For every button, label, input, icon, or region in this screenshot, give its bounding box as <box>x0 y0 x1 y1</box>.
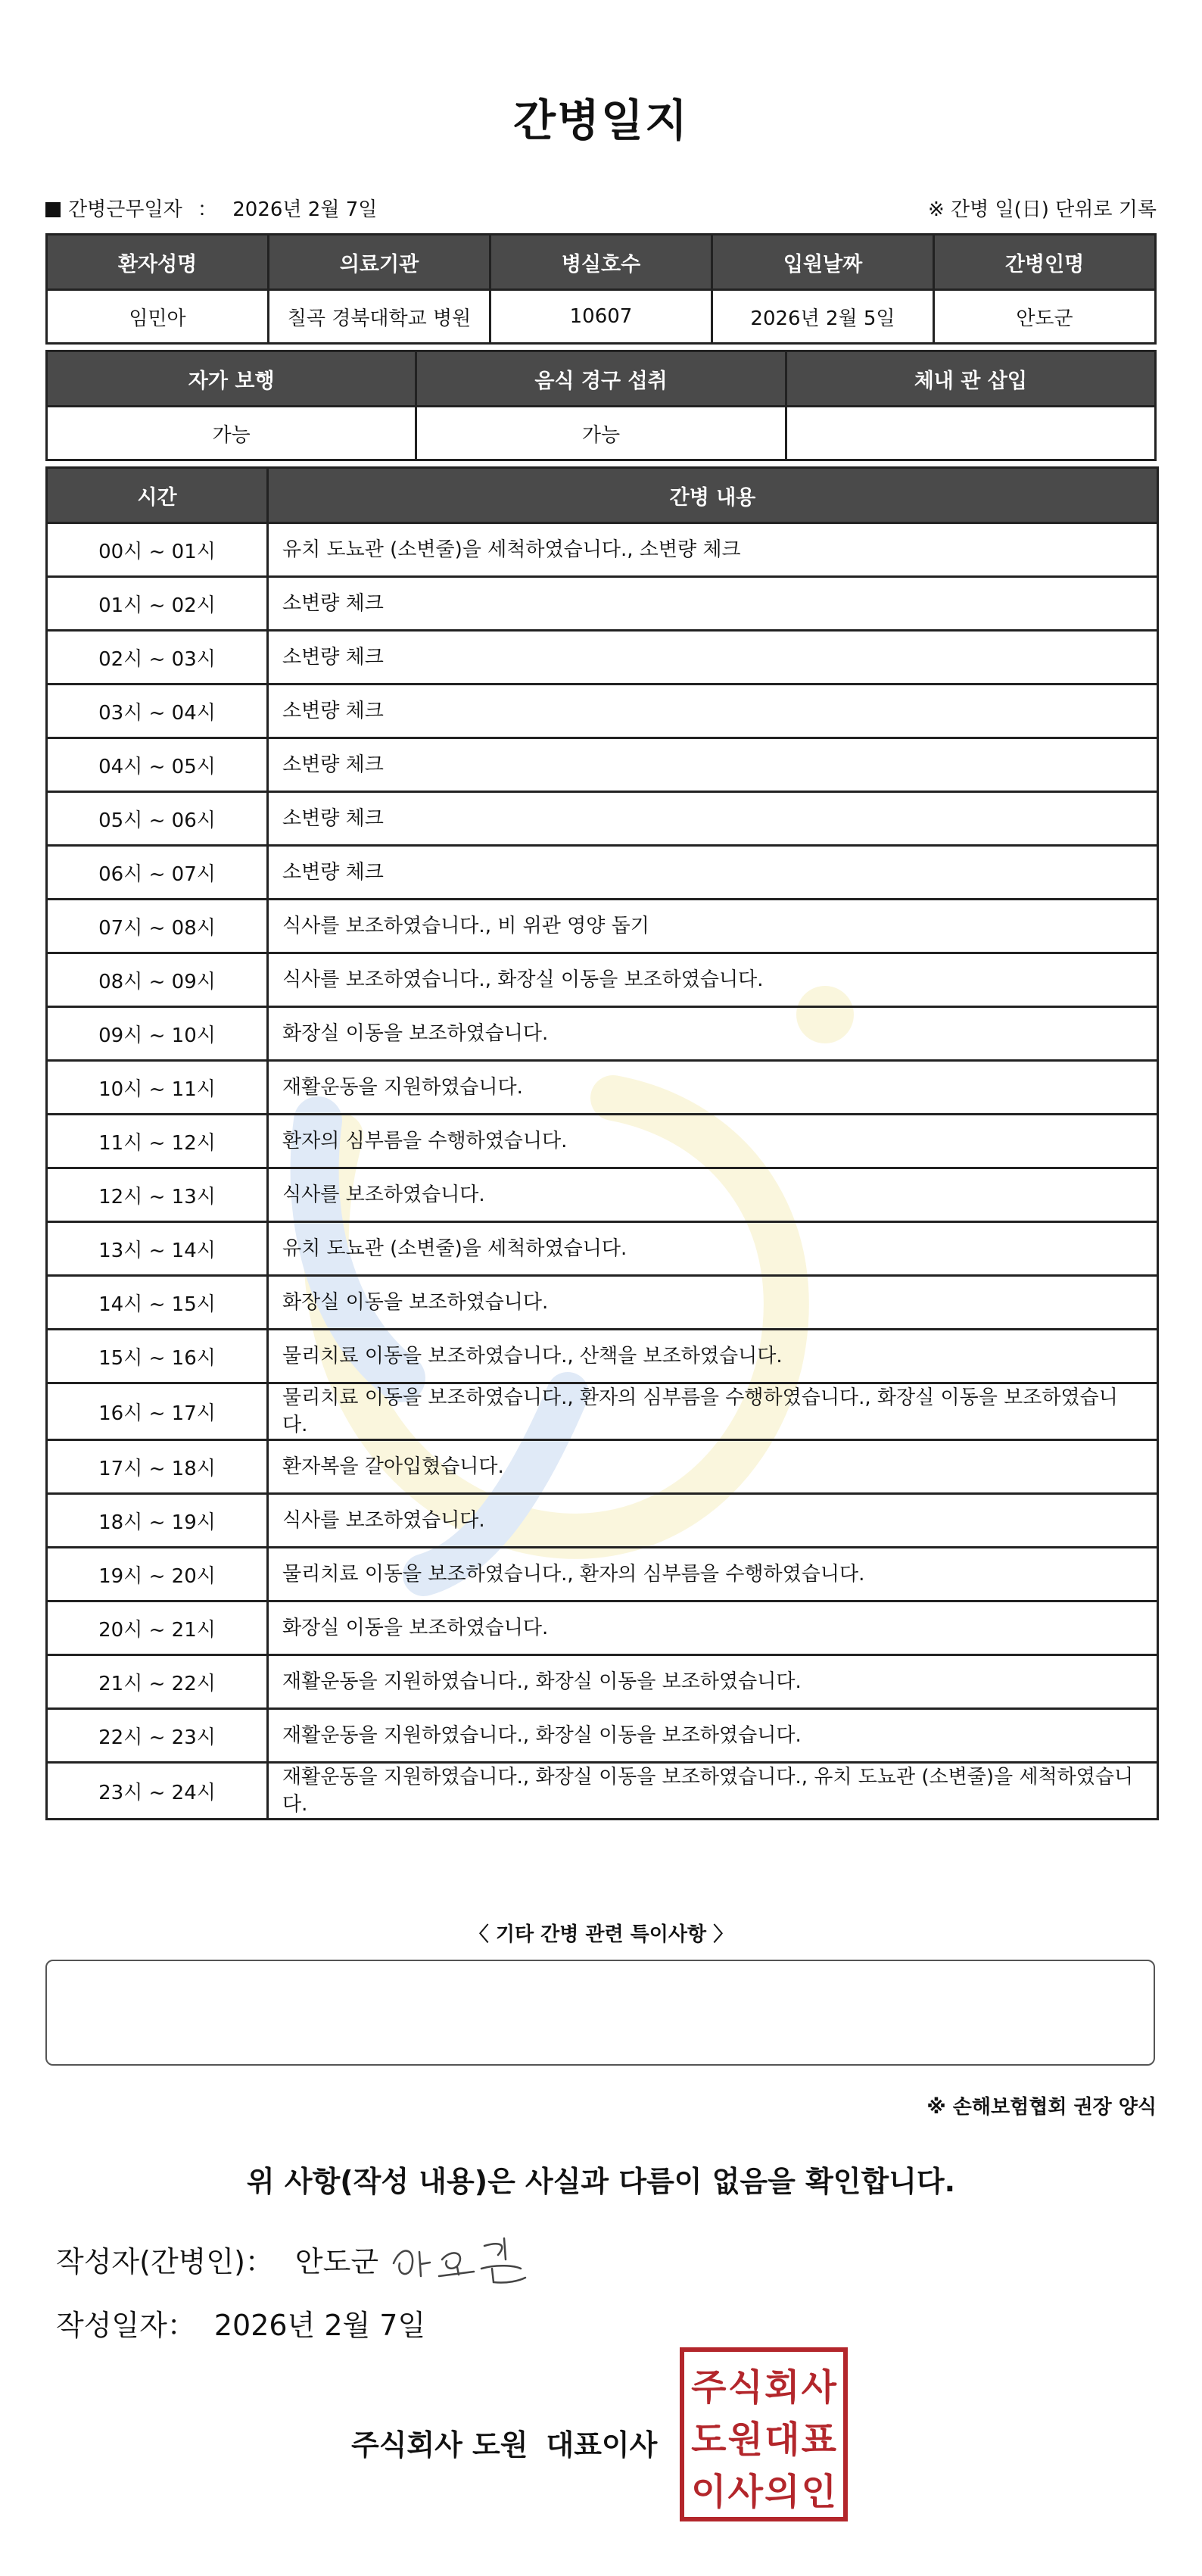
care-log-row <box>47 1440 1158 1494</box>
care-log-time: 04시 ~ 05시 <box>47 738 268 792</box>
header-patient-name: 환자성명 <box>47 235 269 290</box>
care-log-row <box>47 1007 1158 1061</box>
care-log-time: 00시 ~ 01시 <box>47 523 268 577</box>
self-walking-value: 가능 <box>47 407 416 460</box>
care-log-time: 07시 ~ 08시 <box>47 900 268 953</box>
care-log-content: 물리치료 이동을 보조하였습니다., 환자의 심부름을 수행하였습니다., 화장실 이동을 보조하였습니다. <box>268 1383 1158 1440</box>
care-log-content: 유치 도뇨관 (소변줄)을 세척하였습니다. <box>268 1222 1158 1276</box>
care-log-row <box>47 685 1158 738</box>
confirmation-statement: 위 사항(작성 내용)은 사실과 다름이 없음을 확인합니다. <box>246 2165 956 2198</box>
care-log-content: 유치 도뇨관 (소변줄)을 세척하였습니다., 소변량 체크 <box>268 523 1158 577</box>
header-tube-insertion: 체내 관 삽입 <box>786 351 1155 407</box>
patient-status-value-row <box>47 407 1156 460</box>
seal-character: 인 <box>801 2471 836 2513</box>
work-date-separator: ： <box>197 198 217 221</box>
care-log-content: 재활운동을 지원하였습니다., 화장실 이동을 보조하였습니다. <box>268 1655 1158 1709</box>
care-log-time: 11시 ~ 12시 <box>47 1115 268 1168</box>
care-log-time: 09시 ~ 10시 <box>47 1007 268 1061</box>
patient-info-value-row <box>47 290 1156 344</box>
seal-character: 의 <box>764 2471 800 2513</box>
care-log-row <box>47 953 1158 1007</box>
care-log-time: 08시 ~ 09시 <box>47 953 268 1007</box>
special-notes-heading: 〈 기타 간병 관련 특이사항 〉 <box>469 1923 733 1946</box>
care-log-row <box>47 1222 1158 1276</box>
care-log-content: 식사를 보조하였습니다. <box>268 1168 1158 1222</box>
care-log-content: 화장실 이동을 보조하였습니다. <box>268 1276 1158 1330</box>
header-self-walking: 자가 보행 <box>47 351 416 407</box>
company-seal-stamp-icon <box>680 2347 848 2521</box>
care-log-row <box>47 1494 1158 1548</box>
care-log-time: 14시 ~ 15시 <box>47 1276 268 1330</box>
header-caregiver-name: 간병인명 <box>934 235 1156 290</box>
care-log-content: 재활운동을 지원하였습니다., 화장실 이동을 보조하였습니다., 유치 도뇨관 (소변줄)을 세척하였습니다. <box>268 1763 1158 1820</box>
patient-status-header-row <box>47 351 1156 407</box>
header-hospital: 의료기관 <box>269 235 490 290</box>
care-log-time: 23시 ~ 24시 <box>47 1763 268 1820</box>
record-unit-note: ※ 간병 일(日) 단위로 기록 <box>927 198 1157 221</box>
care-log-row <box>47 577 1158 631</box>
patient-status-table <box>45 350 1157 461</box>
square-bullet-icon <box>45 202 61 217</box>
patient-name: 임민아 <box>47 290 269 344</box>
care-log-row <box>47 1061 1158 1115</box>
tube-insertion-value <box>786 407 1155 460</box>
care-log-row <box>47 1330 1158 1383</box>
seal-character: 도 <box>691 2419 727 2461</box>
care-log-content: 소변량 체크 <box>268 577 1158 631</box>
recommended-form-note: ※ 손해보험협회 권장 양식 <box>926 2096 1157 2119</box>
seal-character: 표 <box>801 2419 836 2461</box>
author-name: 안도군 <box>294 2245 379 2278</box>
care-log-content: 물리치료 이동을 보조하였습니다., 산책을 보조하였습니다. <box>268 1330 1158 1383</box>
author-line <box>56 2238 400 2280</box>
seal-character: 주 <box>691 2366 727 2409</box>
work-date-value: 2026년 2월 7일 <box>232 198 378 221</box>
company-name: 주식회사 도원 <box>351 2428 528 2462</box>
care-log-time: 03시 ~ 04시 <box>47 685 268 738</box>
care-log-time: 05시 ~ 06시 <box>47 792 268 846</box>
care-log-time: 12시 ~ 13시 <box>47 1168 268 1222</box>
care-log-row <box>47 523 1158 577</box>
handwritten-signature-icon <box>386 2222 553 2290</box>
company-role: 대표이사 <box>546 2428 658 2462</box>
care-log-body <box>47 523 1158 1820</box>
work-date-label: 간병근무일자 <box>68 198 182 221</box>
care-log-row <box>47 631 1158 685</box>
care-log-content: 식사를 보조하였습니다., 화장실 이동을 보조하였습니다. <box>268 953 1158 1007</box>
care-log-content: 식사를 보조하였습니다., 비 위관 영양 돕기 <box>268 900 1158 953</box>
care-log-row <box>47 1601 1158 1655</box>
care-log-time: 01시 ~ 02시 <box>47 577 268 631</box>
care-log-row <box>47 1548 1158 1601</box>
care-log-content: 소변량 체크 <box>268 792 1158 846</box>
seal-characters <box>690 2358 837 2511</box>
care-log-content: 소변량 체크 <box>268 738 1158 792</box>
care-log-table <box>45 466 1159 1820</box>
care-log-time: 10시 ~ 11시 <box>47 1061 268 1115</box>
header-care-content: 간병 내용 <box>268 468 1158 523</box>
care-log-row <box>47 900 1158 953</box>
work-date <box>45 194 377 222</box>
care-log-time: 18시 ~ 19시 <box>47 1494 268 1548</box>
care-log-row <box>47 1655 1158 1709</box>
header-oral-intake: 음식 경구 섭취 <box>416 351 786 407</box>
care-log-time: 06시 ~ 07시 <box>47 846 268 900</box>
special-notes-box <box>45 1960 1155 2066</box>
care-log-time: 02시 ~ 03시 <box>47 631 268 685</box>
hospital-name: 칠곡 경북대학교 병원 <box>269 290 490 344</box>
patient-info-header-row <box>47 235 1156 290</box>
care-log-row <box>47 1115 1158 1168</box>
seal-character: 회 <box>764 2366 800 2409</box>
care-log-content: 재활운동을 지원하였습니다., 화장실 이동을 보조하였습니다. <box>268 1709 1158 1763</box>
care-log-content: 환자복을 갈아입혔습니다. <box>268 1440 1158 1494</box>
seal-character: 식 <box>727 2366 763 2409</box>
care-log-content: 소변량 체크 <box>268 631 1158 685</box>
care-log-row <box>47 1763 1158 1820</box>
care-log-time: 13시 ~ 14시 <box>47 1222 268 1276</box>
care-log-content: 소변량 체크 <box>268 685 1158 738</box>
care-log-row <box>47 846 1158 900</box>
care-log-row <box>47 1709 1158 1763</box>
seal-character: 사 <box>727 2471 763 2513</box>
seal-character: 사 <box>801 2366 836 2409</box>
written-date-line <box>56 2302 444 2344</box>
caregiver-name: 안도군 <box>934 290 1156 344</box>
care-log-content: 화장실 이동을 보조하였습니다. <box>268 1601 1158 1655</box>
seal-character: 대 <box>764 2419 800 2461</box>
care-log-content: 식사를 보조하였습니다. <box>268 1494 1158 1548</box>
company-line <box>351 2422 675 2463</box>
care-log-header-row <box>47 468 1158 523</box>
care-log-time: 15시 ~ 16시 <box>47 1330 268 1383</box>
care-log-content: 환자의 심부름을 수행하였습니다. <box>268 1115 1158 1168</box>
care-log-row <box>47 1168 1158 1222</box>
author-label: 작성자(간병인)： <box>56 2245 274 2278</box>
seal-character: 원 <box>727 2419 763 2461</box>
care-log-time: 19시 ~ 20시 <box>47 1548 268 1601</box>
admission-date: 2026년 2월 5일 <box>712 290 934 344</box>
care-log-content: 물리치료 이동을 보조하였습니다., 환자의 심부름을 수행하였습니다. <box>268 1548 1158 1601</box>
page-title: 간병일지 <box>512 95 690 146</box>
seal-character: 이 <box>691 2471 727 2513</box>
care-log-row <box>47 1276 1158 1330</box>
patient-info-table <box>45 233 1157 345</box>
care-log-row <box>47 1383 1158 1440</box>
care-log-content: 소변량 체크 <box>268 846 1158 900</box>
oral-intake-value: 가능 <box>416 407 786 460</box>
written-date-label: 작성일자： <box>56 2309 196 2342</box>
care-log-content: 화장실 이동을 보조하였습니다. <box>268 1007 1158 1061</box>
care-log-row <box>47 738 1158 792</box>
header-admission-date: 입원날짜 <box>712 235 934 290</box>
room-number: 10607 <box>490 290 712 344</box>
care-log-time: 21시 ~ 22시 <box>47 1655 268 1709</box>
care-log-content: 재활운동을 지원하였습니다. <box>268 1061 1158 1115</box>
header-room-number: 병실호수 <box>490 235 712 290</box>
written-date-value: 2026년 2월 7일 <box>213 2309 426 2342</box>
care-log-time: 20시 ~ 21시 <box>47 1601 268 1655</box>
care-log-row <box>47 792 1158 846</box>
care-log-time: 17시 ~ 18시 <box>47 1440 268 1494</box>
care-log-time: 16시 ~ 17시 <box>47 1383 268 1440</box>
header-time: 시간 <box>47 468 268 523</box>
care-log-time: 22시 ~ 23시 <box>47 1709 268 1763</box>
